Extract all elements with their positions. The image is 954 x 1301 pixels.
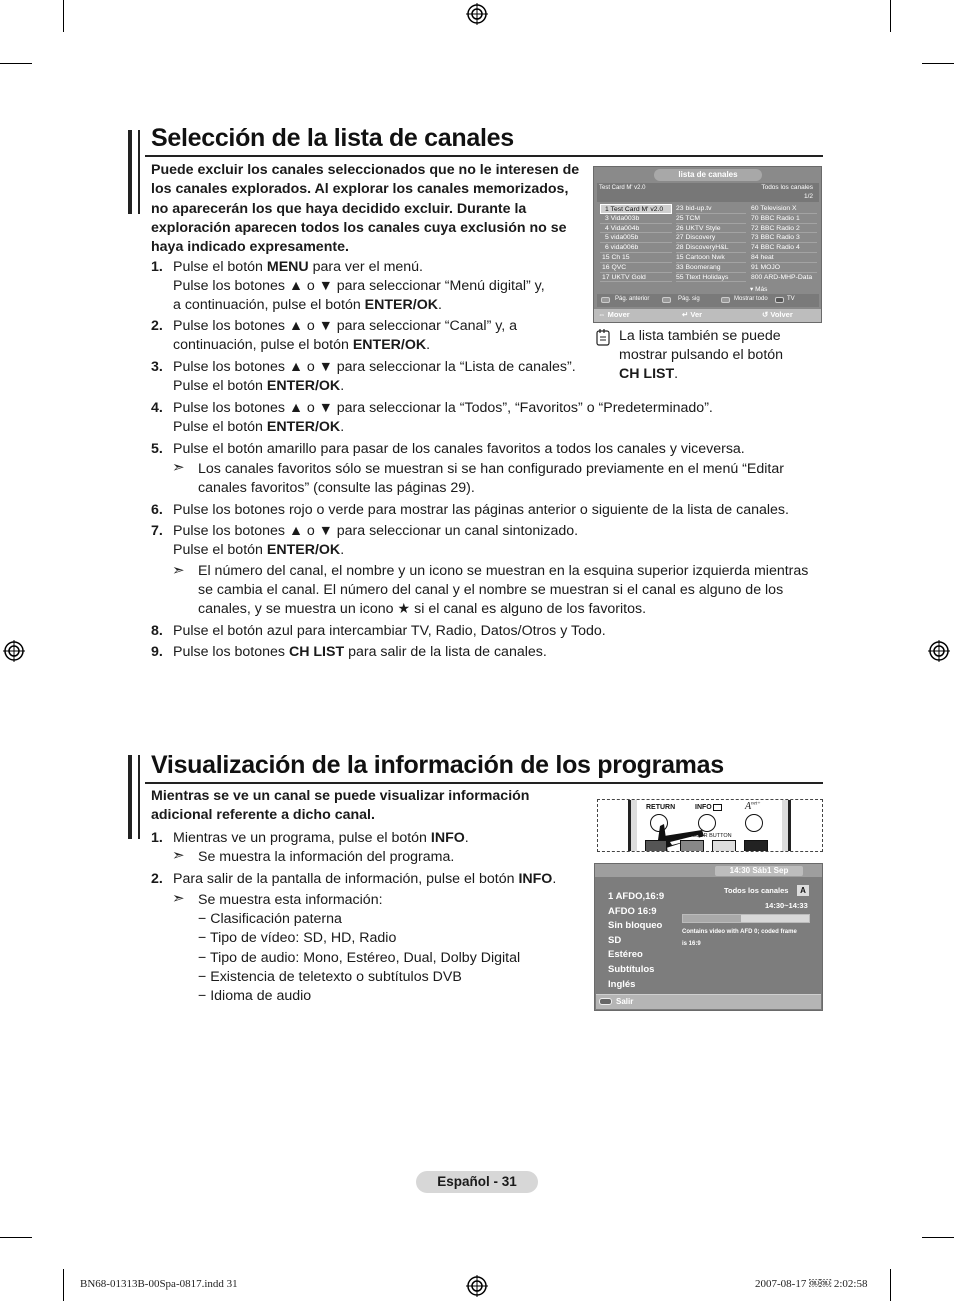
section-bar: [128, 755, 132, 839]
channel-item[interactable]: 15 Ch 15: [600, 253, 672, 263]
channel-item[interactable]: 5 vida005b: [600, 233, 672, 243]
channel-item[interactable]: 84 heat: [751, 253, 817, 263]
info-screen-icon: [713, 804, 722, 811]
green-button[interactable]: [680, 840, 704, 852]
more-indicator[interactable]: ▾ Más: [750, 286, 768, 293]
channel-item-selected[interactable]: 1 Test Card M' v2.0: [600, 204, 672, 214]
section-title: Visualización de la información de los programas: [151, 751, 724, 779]
crop-mark: [890, 1269, 891, 1301]
channel-item[interactable]: 15 Cartoon Nwk: [676, 253, 746, 263]
channel-item[interactable]: 33 Boomerang: [676, 263, 746, 273]
red-button-icon: [601, 297, 610, 303]
note-arrow-icon: ➣: [172, 459, 185, 476]
blue-button[interactable]: [744, 840, 768, 852]
program-info-screen: [594, 863, 823, 1011]
note-pad-icon: [596, 329, 611, 346]
crop-mark: [63, 1269, 64, 1301]
move-icon: ⇔: [598, 310, 606, 319]
step-6: 6. Pulse los botones rojo o verde para mostrar las páginas anterior o siguiente de la lista de canales.: [151, 502, 789, 518]
registration-mark-icon: [466, 3, 488, 25]
red-button[interactable]: [645, 840, 667, 852]
channel-item[interactable]: 70 BBC Radio 1: [751, 214, 817, 224]
step-4: 4. Pulse los botones ▲ o ▼ para seleccionar la “Todos”, “Favoritos” o “Predeterminado”. Pulse el botón ENTER/OK.: [151, 400, 713, 436]
crop-mark: [922, 63, 954, 64]
channel-item[interactable]: 73 BBC Radio 3: [751, 233, 817, 243]
channel-column[interactable]: [676, 204, 746, 282]
color-button-label: COLOR BUTTON: [688, 833, 732, 839]
section-bar: [128, 130, 132, 214]
crop-mark: [922, 1237, 954, 1238]
channel-item[interactable]: 60 Television X: [751, 204, 817, 214]
info-button-label: INFO: [695, 804, 712, 811]
tv-label[interactable]: TV: [787, 296, 795, 302]
page-indicator: 1/2: [803, 193, 813, 200]
return-hint: ↺ Volver: [762, 310, 793, 319]
info-list-item: − Tipo de vídeo: SD, HD, Radio: [198, 930, 397, 947]
step-7: 7. Pulse los botones ▲ o ▼ para seleccionar un canal sintonizado. Pulse el botón ENTER/OK.: [151, 523, 579, 559]
prev-page-label[interactable]: Pág. anterior: [615, 296, 650, 302]
channel-item[interactable]: 17 UKTV Gold: [600, 273, 672, 283]
step-2: 2. Para salir de la pantalla de información, pulse el botón INFO.: [151, 871, 557, 887]
crop-mark: [0, 63, 32, 64]
section-title: Selección de la lista de canales: [151, 124, 514, 152]
anynet-button[interactable]: [745, 814, 763, 832]
crop-mark: [63, 0, 64, 32]
channel-item[interactable]: 74 BBC Radio 4: [751, 243, 817, 253]
channel-item[interactable]: 25 TCM: [676, 214, 746, 224]
tip-text: La lista también se puede mostrar pulsando el botón CH LIST.: [619, 328, 784, 383]
current-channel: Test Card M' v2.0: [599, 185, 646, 191]
note-info-list: Se muestra esta información: − Clasificación paterna − Tipo de vídeo: SD, HD, Radio − Tipo de audio: Mono, Estéreo, Dual, Dolby Digital − Existencia de teletexto o subtítulos DVB − Idioma de audio: [198, 891, 520, 1006]
section-rule: [145, 782, 823, 784]
exit-label[interactable]: Salir: [616, 997, 634, 1006]
note-arrow-icon: ➣: [172, 562, 185, 579]
channel-item[interactable]: 3 Vida003b: [600, 214, 672, 224]
channel-list-screen: [593, 166, 822, 323]
yellow-button-icon: [721, 297, 730, 303]
registration-mark-icon: [3, 640, 25, 662]
filter-label: Todos los canales: [724, 886, 789, 895]
filter-label: Todos los canales: [761, 184, 813, 191]
yellow-button[interactable]: [712, 840, 736, 852]
enter-icon: ↵: [682, 310, 689, 319]
next-page-label[interactable]: Pág. sig: [678, 296, 700, 302]
step-2: 2. Pulse los botones ▲ o ▼ para seleccionar “Canal” y, a continuación, pulse el botón ENTER/OK.: [151, 318, 518, 354]
registration-mark-icon: [928, 640, 950, 662]
step-3: 3. Pulse los botones ▲ o ▼ para seleccionar la “Lista de canales”. Pulse el botón ENTER/OK.: [151, 359, 576, 395]
note-arrow-icon: ➣: [172, 847, 185, 864]
channel-column[interactable]: [751, 204, 817, 282]
step-1: 1. Mientras ve un programa, pulse el botón INFO.: [151, 830, 469, 846]
view-hint: ↵ Ver: [682, 310, 703, 319]
note-favorites: Los canales favoritos sólo se muestran si se han configurado previamente en el menú “Editar canales favoritos” (consulte las páginas 29).: [198, 461, 784, 497]
info-list-item: − Tipo de audio: Mono, Estéreo, Dual, Dolby Digital: [198, 949, 521, 966]
anynet-logo: $A^{net+}$: [745, 801, 761, 812]
channel-column[interactable]: [600, 204, 672, 282]
program-description: is 16:9: [682, 941, 701, 947]
channel-item[interactable]: 23 bid-up.tv: [676, 204, 746, 214]
info-list-item: − Clasificación paterna: [198, 911, 342, 928]
channel-item[interactable]: 72 BBC Radio 2: [751, 224, 817, 234]
channel-item[interactable]: 16 QVC: [600, 263, 672, 273]
step-5: 5. Pulse el botón amarillo para pasar de los canales favoritos a todos los canales y viceversa.: [151, 441, 745, 457]
channel-item[interactable]: 27 Discovery: [676, 233, 746, 243]
page-number: Español - 31: [416, 1171, 538, 1193]
program-progress-fill: [683, 915, 741, 922]
channel-item[interactable]: 91 MOJO: [751, 263, 817, 273]
section-bar: [138, 130, 140, 214]
antenna-badge: A: [797, 885, 809, 896]
channel-item[interactable]: 4 Vida004b: [600, 224, 672, 234]
program-description: Contains video with AFD 0; coded frame: [682, 929, 797, 935]
registration-mark-icon: [466, 1275, 488, 1297]
crop-mark: [0, 1237, 32, 1238]
program-progress-bar: [682, 914, 810, 923]
show-all-label[interactable]: Mostrar todo: [734, 296, 768, 302]
blue-button-icon: [775, 297, 784, 303]
channel-item[interactable]: 6 vida006b: [600, 243, 672, 253]
program-details: 1 AFDO,16:9 AFDO 16:9 Sin bloqueo SD Estéreo Subtítulos Inglés: [608, 891, 665, 990]
note-info-shown: Se muestra la información del programa.: [198, 849, 455, 865]
channel-item[interactable]: 28 DiscoveryH&L: [676, 243, 746, 253]
note-arrow-icon: ➣: [172, 890, 185, 907]
intro-paragraph: Puede excluir los canales seleccionados que no le interesen de los canales explorados. Al explorar los canales memorizados, no aparecerán los que haya decidido excluir. Durante la exploración aparecen todos los canales cuya exclusión no se haya indicado expresamente.: [151, 162, 580, 256]
crop-mark: [890, 0, 891, 32]
channel-item[interactable]: 800 ARD-MHP-Data: [751, 273, 813, 281]
info-list-item: − Existencia de teletexto o subtítulos DVB: [198, 968, 462, 985]
channel-item[interactable]: 26 UKTV Style: [676, 224, 746, 234]
step-1: 1. Pulse el botón MENU para ver el menú. Pulse los botones ▲ o ▼ para seleccionar “Menú digital” y, a continuación, pulse el botón ENTER/OK.: [151, 259, 545, 314]
step-9: 9. Pulse los botones CH LIST para salir de la lista de canales.: [151, 644, 547, 660]
green-button-icon: [662, 297, 671, 303]
return-button-label: RETURN: [646, 804, 676, 811]
exit-button-icon: [599, 998, 612, 1005]
time-range: 14:30~14:33: [765, 901, 808, 910]
note-channel-info: El número del canal, el nombre y un icono se muestran en la esquina superior izquierda mientras se cambia el canal. El número del canal y el nombre se muestran si el canal es alguno de los canales, y se muestra un icono ★ si el canal es alguno de los favoritos.: [198, 563, 809, 618]
remote-illustration: [597, 799, 823, 852]
date-slug: 2007-08-17 ￼￼ 2:02:58: [755, 1278, 868, 1290]
section-rule: [145, 155, 823, 157]
channel-item[interactable]: 55 Ttext Holidays: [676, 273, 746, 283]
step-8: 8. Pulse el botón azul para intercambiar TV, Radio, Datos/Otros y Todo.: [151, 623, 606, 639]
section-bar: [138, 755, 140, 839]
move-hint: ⇔ Mover: [598, 310, 630, 319]
file-slug: BN68-01313B-00Spa-0817.indd 31: [80, 1278, 238, 1290]
return-icon: ↺: [762, 310, 769, 319]
clock-banner: 14:30 Sáb1 Sep: [715, 866, 803, 876]
intro-paragraph: Mientras se ve un canal se puede visualizar información adicional referente a dicho canal.: [151, 788, 530, 824]
info-list-item: − Idioma de audio: [198, 988, 312, 1005]
screen-title: lista de canales: [654, 169, 762, 181]
